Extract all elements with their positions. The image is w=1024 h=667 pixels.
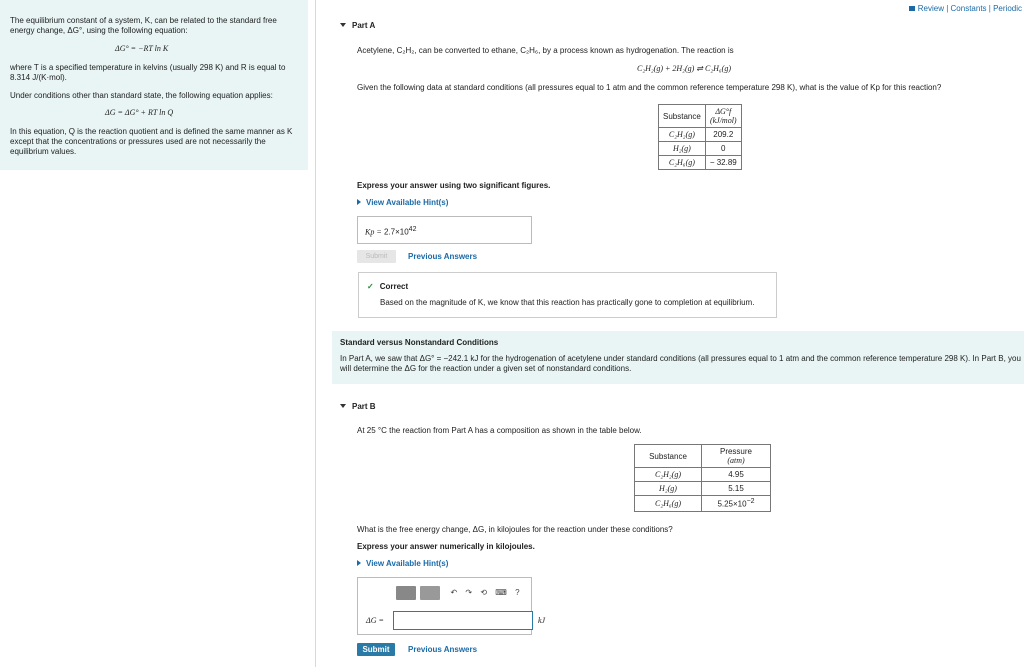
part-b-instruction: Express your answer numerically in kilojoules. xyxy=(357,542,535,551)
part-b-hint-link[interactable]: View Available Hint(s) xyxy=(357,559,448,568)
part-a-answer-box xyxy=(357,216,532,244)
standard-section-title: Standard versus Nonstandard Conditions xyxy=(340,338,499,347)
keyboard-icon[interactable]: ⌨ xyxy=(495,588,507,598)
table-row: C₂H₂(g) 209.2 xyxy=(659,128,742,142)
sidebar-paragraph-1: The equilibrium constant of a system, K, can be related to the standard free energy change, ΔG°, using the following equation: xyxy=(10,16,277,35)
part-a-data-table xyxy=(658,104,742,170)
part-b-data-table xyxy=(634,444,771,512)
sidebar-equation-2: ΔG = ΔG° + RT ln Q xyxy=(105,108,174,117)
part-b-question: What is the free energy change, ΔG, in kilojoules for the reaction under these conditions? xyxy=(357,525,673,534)
part-a-submit-button[interactable]: Submit xyxy=(357,250,396,263)
table-row: C₂H₆(g) $5.25\times 10^{-2}$ xyxy=(635,496,771,512)
part-b-intro: At 25 °C the reaction from Part A has a composition as shown in the table below. xyxy=(357,426,642,435)
chevron-right-icon xyxy=(357,199,361,205)
table-header-dg: ΔG°f (kJ/mol) xyxy=(705,105,741,128)
reset-icon[interactable]: ⟲ xyxy=(480,588,488,598)
part-b-title: Part B xyxy=(352,402,376,411)
table-header-pressure: Pressure (atm) xyxy=(702,445,771,468)
table-header-substance: Substance xyxy=(635,445,702,468)
unit-label: kJ xyxy=(538,616,546,625)
equation-toolbar xyxy=(396,586,526,602)
part-a-reaction: C₂H₂(g) + 2H₂(g) ⇌ C₂H₆(g) xyxy=(637,64,731,73)
feedback-title: Correct xyxy=(379,282,409,291)
delta-g-input[interactable] xyxy=(393,611,533,630)
chevron-down-icon xyxy=(340,23,346,27)
part-a-title: Part A xyxy=(352,21,376,30)
sidebar-equation-1: ΔG° = −RT ln K xyxy=(115,44,169,53)
check-icon: ✓ xyxy=(367,282,374,291)
undo-icon[interactable]: ↶ xyxy=(450,588,458,598)
part-a-feedback xyxy=(358,272,777,318)
redo-icon[interactable]: ↷ xyxy=(465,588,473,598)
part-a-question: Given the following data at standard conditions (all pressures equal to 1 atm and the common reference temperature 298 K), what is the value of Kp for this reaction? xyxy=(357,83,942,92)
sidebar-paragraph-4: In this equation, Q is the reaction quotient and is defined the same manner as K except that the concentrations or pressures used are not necessarily the equilibrium values. xyxy=(10,127,293,156)
table-row: H₂(g) 5.15 xyxy=(635,482,771,496)
table-row: H₂(g) 0 xyxy=(659,142,742,156)
feedback-text: Based on the magnitude of K, we know that this reaction has practically gone to completion at equilibrium. xyxy=(380,298,755,307)
standard-conditions-section xyxy=(332,331,1024,384)
separator: | xyxy=(946,4,949,13)
part-a-instruction: Express your answer using two significant figures. xyxy=(357,181,551,190)
delta-g-label: ΔG = xyxy=(366,616,384,625)
part-b-answer-box xyxy=(357,577,532,635)
constants-link[interactable]: Constants xyxy=(950,4,987,13)
review-icon xyxy=(909,6,915,11)
standard-section-text: In Part A, we saw that ΔG° = −242.1 kJ for the hydrogenation of acetylene under standard conditions (all pressures equal to 1 atm and the common reference temperature 298 K). In Part B, you will determine the ΔG for the reaction under a given set of nonstandard conditions. xyxy=(340,354,1021,373)
templates-icon[interactable] xyxy=(396,586,416,600)
part-b-toggle[interactable] xyxy=(340,402,376,411)
review-link[interactable]: Review xyxy=(917,4,944,13)
symbols-icon[interactable] xyxy=(420,586,440,600)
info-sidebar xyxy=(0,0,308,170)
help-icon[interactable]: ? xyxy=(515,588,520,598)
sidebar-paragraph-3: Under conditions other than standard state, the following equation applies: xyxy=(10,91,273,100)
part-a-toggle[interactable] xyxy=(340,21,375,30)
kp-answer-exponent: 42 xyxy=(408,226,417,233)
header-links xyxy=(909,4,1022,13)
chevron-down-icon xyxy=(340,404,346,408)
sidebar-paragraph-2: where T is a specified temperature in kelvins (usually 298 K) and R is equal to 8.314 J/(K·mol). xyxy=(10,63,286,82)
kp-answer-mantissa: 2.7×10 xyxy=(383,227,409,237)
part-a-previous-answers[interactable]: Previous Answers xyxy=(408,252,478,261)
separator: | xyxy=(988,4,991,13)
table-row: C₂H₂(g) 4.95 xyxy=(635,468,771,482)
table-header-substance: Substance xyxy=(659,105,706,128)
table-row: C₂H₆(g) − 32.89 xyxy=(659,156,742,170)
part-a-hint-link[interactable]: View Available Hint(s) xyxy=(357,198,448,207)
part-b-submit-button[interactable]: Submit xyxy=(357,643,395,656)
part-b-previous-answers[interactable]: Previous Answers xyxy=(408,645,478,654)
periodic-link[interactable]: Periodic xyxy=(993,4,1022,13)
sidebar-divider xyxy=(315,0,316,667)
part-a-intro: Acetylene, C₂H₂, can be converted to ethane, C₂H₆, by a process known as hydrogenation. The reaction is xyxy=(357,46,734,55)
chevron-right-icon xyxy=(357,560,361,566)
kp-label: Kp = xyxy=(365,227,382,237)
